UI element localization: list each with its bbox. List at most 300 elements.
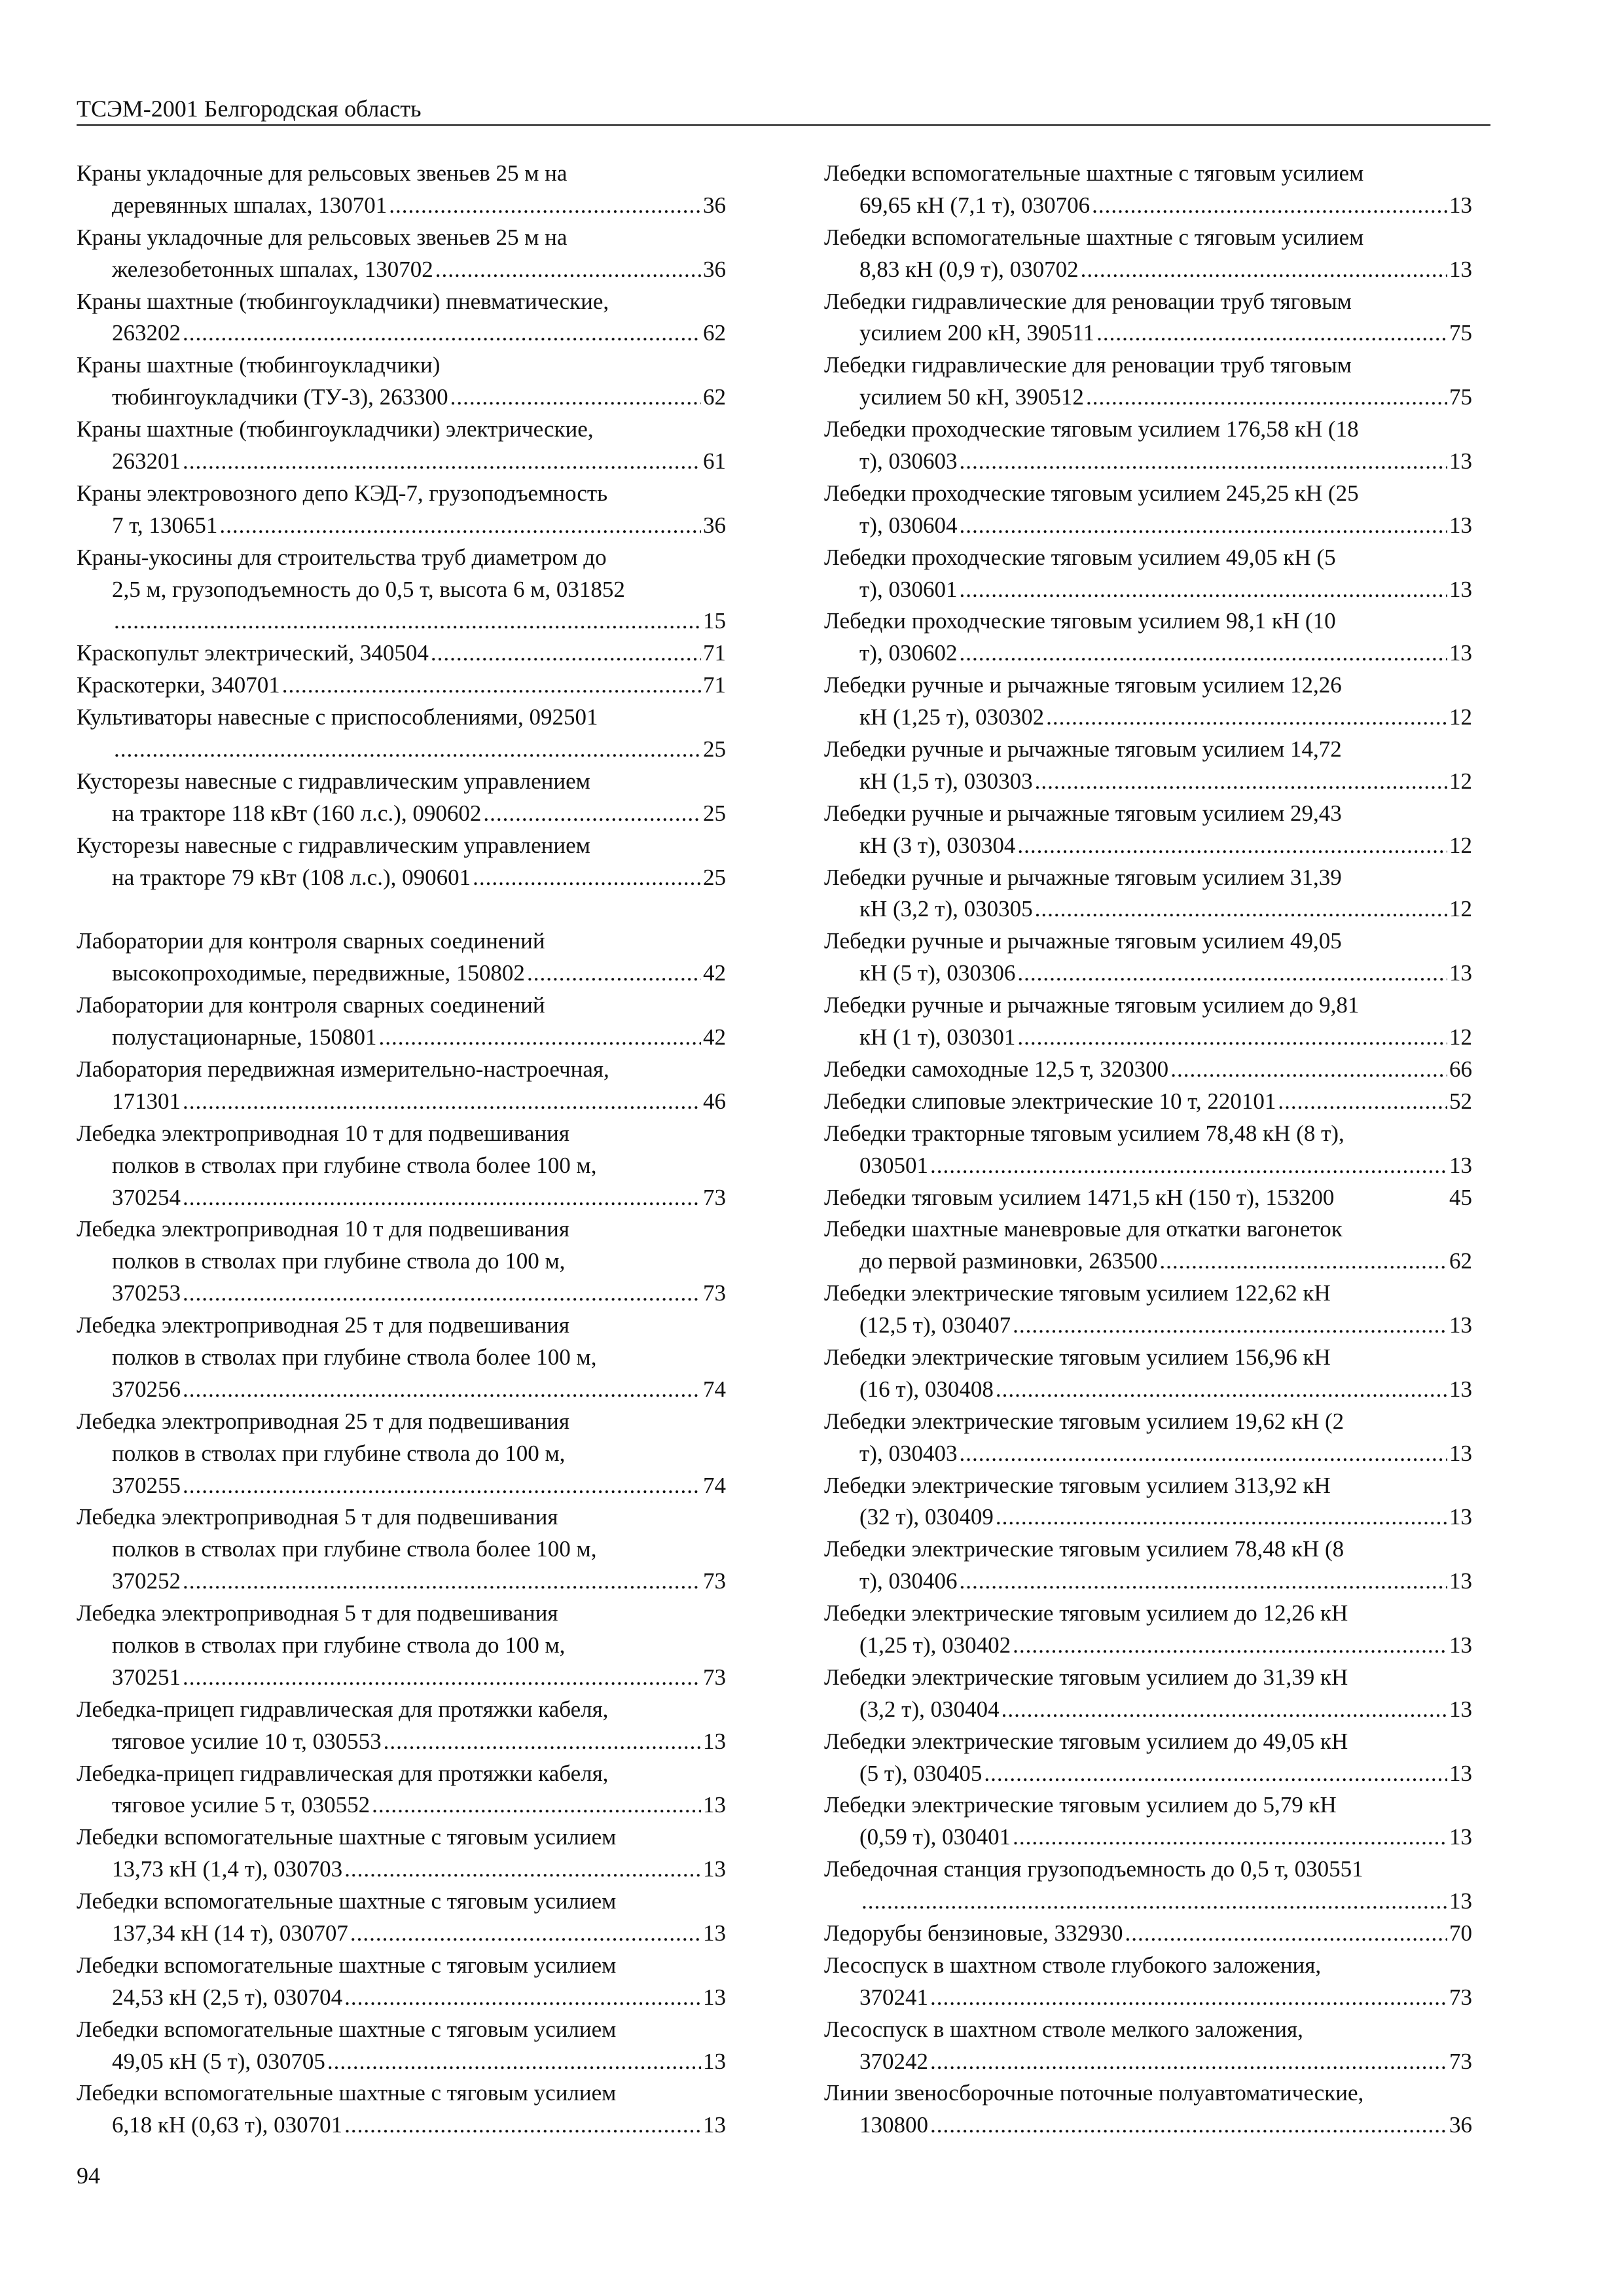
dot-leader — [183, 1374, 701, 1406]
dot-leader — [930, 1982, 1447, 2014]
entry-line: Лебедки вспомогательные шахтные с тяговым усилием — [77, 1952, 617, 1978]
entry-text: т), 030603 — [859, 448, 958, 475]
entry-line: полков в стволах при глубине ствола более 100 м, — [112, 1152, 597, 1178]
dot-leader — [183, 317, 701, 350]
entry-text: кН (5 т), 030306 — [859, 960, 1016, 986]
entry-text: (3,2 т), 030404 — [859, 1696, 1000, 1722]
entry-last-line — [77, 862, 726, 894]
dot-leader — [183, 1470, 701, 1502]
entry-last-line — [77, 1982, 726, 2014]
index-entry — [77, 1758, 726, 1822]
entry-text: 263201 — [112, 448, 181, 475]
dot-leader — [435, 254, 701, 286]
page-number: 94 — [77, 2162, 100, 2189]
entry-text: (0,59 т), 030401 — [859, 1824, 1011, 1850]
entry-page-number: 15 — [703, 608, 726, 634]
entry-text: (12,5 т), 030407 — [859, 1312, 1011, 1338]
index-entry — [77, 542, 726, 638]
entry-line: Лебедки вспомогательные шахтные с тяговым усилием — [824, 224, 1364, 250]
entry-line: Лаборатория передвижная измерительно-настроечная, — [77, 1056, 609, 1082]
entry-last-line — [824, 830, 1472, 862]
entry-text: 171301 — [112, 1088, 181, 1114]
entry-last-line — [824, 1150, 1472, 1182]
index-entry — [824, 1854, 1472, 1918]
index-entry — [77, 925, 726, 990]
entry-last-line — [824, 1982, 1472, 2014]
entry-line: Лебедочная станция грузоподъемность до 0,5 т, 030551 — [824, 1856, 1363, 1882]
entry-text: 49,05 кН (5 т), 030705 — [112, 2048, 325, 2074]
entry-page-number: 36 — [1449, 2112, 1472, 2138]
entry-last-line — [77, 2046, 726, 2078]
entry-line: Лебедка электроприводная 10 т для подвешивания — [77, 1120, 569, 1146]
entry-last-line — [824, 1821, 1472, 1854]
entry-last-line — [824, 382, 1472, 414]
entry-line: Кусторезы навесные с гидравлическим управлением — [77, 832, 590, 858]
entry-text: тяговое усилие 10 т, 030553 — [112, 1728, 382, 1754]
entry-text: железобетонных шпалах, 130702 — [112, 256, 433, 282]
entry-line: Краны шахтные (тюбингоукладчики) — [77, 352, 441, 378]
entry-page-number: 13 — [1449, 192, 1472, 218]
index-entry — [77, 414, 726, 478]
entry-last-line — [77, 958, 726, 990]
dot-leader — [183, 1182, 701, 1214]
index-entry — [824, 1470, 1472, 1534]
entry-page-number: 13 — [1449, 1696, 1472, 1722]
entry-page-number: 13 — [703, 1856, 726, 1882]
entry-text: т), 030604 — [859, 512, 958, 538]
entry-text: 370252 — [112, 1568, 181, 1594]
entry-line: Лебедки тракторные тяговым усилием 78,48 кН (8 т), — [824, 1120, 1344, 1146]
dot-leader — [1017, 1022, 1447, 1054]
entry-last-line — [824, 766, 1472, 798]
index-entry — [824, 286, 1472, 350]
entry-page-number: 46 — [703, 1088, 726, 1114]
entry-last-line — [77, 190, 726, 222]
index-entry — [824, 1054, 1472, 1086]
dot-leader — [959, 1566, 1447, 1598]
entry-text: (16 т), 030408 — [859, 1376, 994, 1402]
dot-leader — [473, 862, 701, 894]
index-entry — [77, 702, 726, 766]
entry-last-line — [824, 1246, 1472, 1278]
entry-page-number: 13 — [703, 1728, 726, 1754]
entry-page-number: 13 — [1449, 1376, 1472, 1402]
entry-last-line — [77, 510, 726, 542]
dot-leader — [183, 1278, 701, 1310]
entry-text: полустационарные, 150801 — [112, 1024, 377, 1050]
entry-page-number: 75 — [1449, 320, 1472, 346]
entry-last-line — [824, 1501, 1472, 1534]
entry-line: Лебедки электрические тяговым усилием 156,96 кН — [824, 1344, 1331, 1370]
entry-line: Краны электровозного депо КЭД-7, грузоподъемность — [77, 480, 608, 506]
entry-line: Лебедки шахтные маневровые для откатки вагонеток — [824, 1216, 1343, 1242]
index-entry — [824, 1726, 1472, 1790]
entry-line: Лебедка электроприводная 5 т для подвешивания — [77, 1600, 558, 1626]
index-entry — [824, 605, 1472, 670]
index-entry — [77, 830, 726, 894]
entry-line: Краны укладочные для рельсовых звеньев 25 м на — [77, 160, 568, 186]
entry-text: кН (1,5 т), 030303 — [859, 768, 1033, 794]
entry-last-line — [824, 702, 1472, 734]
entry-line: Краны шахтные (тюбингоукладчики) электрические, — [77, 416, 594, 442]
entry-line: Лебедки проходческие тяговым усилием 98,1 кН (10 — [824, 608, 1336, 634]
entry-page-number: 13 — [703, 1984, 726, 2010]
entry-line: Лебедки проходческие тяговым усилием 49,05 кН (5 — [824, 544, 1336, 570]
entry-last-line — [824, 1630, 1472, 1662]
entry-last-line — [77, 798, 726, 830]
entry-last-line — [77, 1374, 726, 1406]
entry-last-line — [824, 1054, 1472, 1086]
entry-text: 263202 — [112, 320, 181, 346]
entry-text: на тракторе 79 кВт (108 л.с.), 090601 — [112, 864, 471, 890]
entry-page-number: 62 — [703, 320, 726, 346]
entry-line: Лаборатории для контроля сварных соединений — [77, 928, 545, 954]
dot-leader — [183, 1662, 701, 1694]
entry-line: Лебедки электрические тяговым усилием 122,62 кН — [824, 1280, 1331, 1306]
dot-leader — [1125, 1918, 1447, 1950]
index-entry — [824, 1342, 1472, 1406]
dot-leader — [527, 958, 701, 990]
entry-text: (5 т), 030405 — [859, 1760, 983, 1786]
dot-leader — [389, 190, 701, 222]
entry-last-line — [77, 1566, 726, 1598]
entry-line: Лебедки ручные и рычажные тяговым усилием 31,39 — [824, 864, 1342, 890]
entry-page-number: 13 — [1449, 1440, 1472, 1466]
dot-leader — [1013, 1310, 1447, 1342]
entry-text: т), 030406 — [859, 1568, 958, 1594]
entry-text: 370253 — [112, 1280, 181, 1306]
entry-last-line — [824, 2109, 1472, 2142]
entry-last-line — [77, 1789, 726, 1821]
entry-page-number: 25 — [703, 864, 726, 890]
index-entry — [77, 2014, 726, 2078]
index-entry — [77, 1213, 726, 1310]
index-column-left — [77, 158, 726, 2142]
entry-page-number: 12 — [1449, 832, 1472, 858]
dot-leader — [1086, 382, 1447, 414]
entry-last-line — [824, 1182, 1472, 1214]
entry-text: 370255 — [112, 1472, 181, 1498]
entry-line: Лебедка электроприводная 25 т для подвешивания — [77, 1408, 569, 1434]
dot-leader — [959, 637, 1447, 670]
entry-line: Лесоспуск в шахтном стволе глубокого заложения, — [824, 1952, 1322, 1978]
index-entry — [824, 925, 1472, 990]
entry-page-number: 13 — [1449, 1312, 1472, 1338]
entry-last-line — [77, 1470, 726, 1502]
index-entry — [824, 542, 1472, 606]
entry-last-line — [824, 574, 1472, 606]
entry-last-line — [824, 1918, 1472, 1950]
entry-page-number: 73 — [1449, 2048, 1472, 2074]
entry-last-line — [824, 1374, 1472, 1406]
entry-page-number: 71 — [703, 672, 726, 698]
index-entry — [824, 350, 1472, 414]
entry-line: Лебедки электрические тяговым усилием 78,48 кН (8 — [824, 1536, 1344, 1562]
dot-leader — [959, 574, 1447, 606]
entry-line: Лебедки вспомогательные шахтные с тяговым усилием — [77, 2080, 617, 2106]
dot-leader — [344, 2109, 701, 2142]
dot-leader — [996, 1501, 1447, 1534]
entry-text: 370251 — [112, 1664, 181, 1690]
entry-last-line — [77, 734, 726, 766]
entry-line: Лебедки электрические тяговым усилием до 5,79 кН — [824, 1792, 1337, 1818]
entry-page-number: 73 — [703, 1184, 726, 1210]
dot-leader — [1081, 254, 1447, 286]
entry-page-number: 13 — [1449, 1152, 1472, 1178]
entry-page-number: 13 — [1449, 640, 1472, 666]
dot-leader — [1001, 1694, 1447, 1726]
index-entry — [77, 1694, 726, 1758]
index-entry — [824, 478, 1472, 542]
entry-line: Лебедки электрические тяговым усилием до 31,39 кН — [824, 1664, 1348, 1690]
index-entry — [824, 1118, 1472, 1182]
entry-text: 370241 — [859, 1984, 928, 2010]
entry-page-number: 75 — [1449, 384, 1472, 410]
index-entry — [824, 414, 1472, 478]
entry-page-number: 42 — [703, 1024, 726, 1050]
entry-last-line — [824, 893, 1472, 925]
entry-page-number: 12 — [1449, 1024, 1472, 1050]
entry-page-number: 13 — [1449, 1568, 1472, 1594]
entry-page-number: 13 — [1449, 448, 1472, 475]
entry-text: деревянных шпалах, 130701 — [112, 192, 388, 218]
index-entry — [77, 222, 726, 286]
entry-text: 7 т, 130651 — [112, 512, 218, 538]
entry-line: полков в стволах при глубине ствола до 100 м, — [112, 1632, 566, 1658]
entry-last-line — [77, 1918, 726, 1950]
entry-line: Лесоспуск в шахтном стволе мелкого заложения, — [824, 2016, 1303, 2042]
entry-line: Лебедки ручные и рычажные тяговым усилием 29,43 — [824, 800, 1342, 826]
entry-page-number: 66 — [1449, 1056, 1472, 1082]
entry-line: Лебедки проходческие тяговым усилием 245,25 кН (25 — [824, 480, 1359, 506]
index-entry — [77, 670, 726, 702]
entry-last-line — [77, 254, 726, 286]
dot-leader — [959, 446, 1447, 478]
index-entry — [824, 798, 1472, 862]
entry-text: (1,25 т), 030402 — [859, 1632, 1011, 1658]
dot-leader — [1278, 1086, 1447, 1118]
entry-last-line — [77, 605, 726, 637]
index-entry — [824, 1086, 1472, 1118]
entry-last-line — [824, 254, 1472, 286]
entry-page-number: 13 — [1449, 256, 1472, 282]
entry-line: полков в стволах при глубине ствола до 100 м, — [112, 1440, 566, 1466]
index-entry — [824, 734, 1472, 798]
entry-text: Краскопульт электрический, 340504 — [77, 640, 429, 666]
index-entry — [77, 1118, 726, 1214]
entry-page-number: 13 — [703, 1920, 726, 1946]
entry-last-line — [77, 446, 726, 478]
index-entry — [824, 1213, 1472, 1278]
entry-last-line — [824, 1310, 1472, 1342]
entry-line: Краны шахтные (тюбингоукладчики) пневматические, — [77, 288, 609, 314]
entry-line: Лаборатории для контроля сварных соединений — [77, 992, 545, 1018]
entry-text: усилием 50 кН, 390512 — [859, 384, 1084, 410]
entry-text: кН (3,2 т), 030305 — [859, 896, 1033, 922]
entry-last-line — [824, 1086, 1472, 1118]
dot-leader — [114, 605, 701, 637]
entry-line: Лебедка-прицеп гидравлическая для протяжки кабеля, — [77, 1760, 609, 1786]
entry-text: кН (3 т), 030304 — [859, 832, 1016, 858]
dot-leader — [450, 382, 701, 414]
entry-last-line — [77, 637, 726, 670]
entry-line: Лебедки гидравлические для реновации труб тяговым — [824, 352, 1352, 378]
entry-page-number: 52 — [1449, 1088, 1472, 1114]
entry-page-number: 13 — [1449, 1504, 1472, 1530]
index-entry — [77, 158, 726, 222]
dot-leader — [282, 670, 701, 702]
dot-leader — [1046, 702, 1447, 734]
entry-last-line — [824, 1566, 1472, 1598]
entry-page-number: 25 — [703, 800, 726, 826]
index-entry — [77, 1501, 726, 1598]
entry-line: Лебедки вспомогательные шахтные с тяговым усилием — [77, 1888, 617, 1914]
entry-last-line — [824, 958, 1472, 990]
index-entry — [77, 766, 726, 830]
dot-leader — [431, 637, 701, 670]
entry-page-number: 12 — [1449, 704, 1472, 730]
entry-line: полков в стволах при глубине ствола более 100 м, — [112, 1344, 597, 1370]
entry-last-line — [77, 1022, 726, 1054]
dot-leader — [1013, 1630, 1447, 1662]
entry-line: Лебедки вспомогательные шахтные с тяговым усилием — [77, 2016, 617, 2042]
entry-line: Лебедка электроприводная 25 т для подвешивания — [77, 1312, 569, 1338]
entry-text: (32 т), 030409 — [859, 1504, 994, 1530]
entry-line: Лебедки вспомогательные шахтные с тяговым усилием — [77, 1824, 617, 1850]
entry-line: Лебедка электроприводная 10 т для подвешивания — [77, 1216, 569, 1242]
entry-line: Краны укладочные для рельсовых звеньев 25 м на — [77, 224, 568, 250]
entry-page-number: 73 — [703, 1568, 726, 1594]
entry-page-number: 74 — [703, 1376, 726, 1402]
entry-last-line — [824, 1438, 1472, 1470]
entry-page-number: 73 — [703, 1664, 726, 1690]
index-entry — [77, 637, 726, 670]
entry-text: 24,53 кН (2,5 т), 030704 — [112, 1984, 343, 2010]
entry-line: 2,5 м, грузоподъемность до 0,5 т, высота 6 м, 031852 — [112, 576, 625, 602]
dot-leader — [350, 1918, 701, 1950]
entry-line: Культиваторы навесные с приспособлениями, 092501 — [77, 704, 598, 730]
index-entry — [824, 990, 1472, 1054]
entry-line: полков в стволах при глубине ствола более 100 м, — [112, 1536, 597, 1562]
dot-leader — [1017, 830, 1447, 862]
dot-leader — [344, 1982, 701, 2014]
dot-leader — [384, 1726, 701, 1758]
entry-page-number: 61 — [703, 448, 726, 475]
dot-leader — [1035, 893, 1447, 925]
entry-page-number: 25 — [703, 736, 726, 762]
running-header: ТСЭМ-2001 Белгородская область — [77, 96, 1490, 126]
entry-last-line — [824, 510, 1472, 542]
index-entry — [77, 990, 726, 1054]
entry-page-number: 73 — [703, 1280, 726, 1306]
entry-page-number: 36 — [703, 256, 726, 282]
entry-text: усилием 200 кН, 390511 — [859, 320, 1095, 346]
dot-leader — [183, 1086, 701, 1118]
entry-last-line — [77, 1086, 726, 1118]
entry-text: высокопроходимые, передвижные, 150802 — [112, 960, 525, 986]
entry-page-number: 36 — [703, 512, 726, 538]
index-entry — [77, 2077, 726, 2142]
entry-text: кН (1 т), 030301 — [859, 1024, 1016, 1050]
dot-leader — [219, 510, 701, 542]
entry-text: 8,83 кН (0,9 т), 030702 — [859, 256, 1079, 282]
index-entry — [824, 1662, 1472, 1726]
entry-line: Лебедки гидравлические для реновации труб тяговым — [824, 288, 1352, 314]
entry-page-number: 12 — [1449, 768, 1472, 794]
entry-last-line — [77, 1182, 726, 1214]
dot-leader — [1159, 1246, 1447, 1278]
index-entry — [77, 1598, 726, 1694]
entry-page-number: 62 — [703, 384, 726, 410]
index-entry — [77, 1406, 726, 1502]
index-entry — [824, 1406, 1472, 1470]
dot-leader — [327, 2046, 701, 2078]
entry-page-number: 13 — [1449, 1632, 1472, 1658]
entry-last-line — [824, 317, 1472, 350]
dot-leader — [1035, 766, 1447, 798]
entry-line: Лебедки проходческие тяговым усилием 176,58 кН (18 — [824, 416, 1359, 442]
dot-leader — [1096, 317, 1447, 350]
entry-text: 130800 — [859, 2112, 928, 2138]
dot-leader — [959, 1438, 1447, 1470]
index-entry — [824, 1598, 1472, 1662]
entry-page-number: 13 — [1449, 1824, 1472, 1850]
entry-text: 6,18 кН (0,63 т), 030701 — [112, 2112, 343, 2138]
entry-page-number: 13 — [1449, 512, 1472, 538]
dot-leader — [183, 446, 701, 478]
entry-text: 370254 — [112, 1184, 181, 1210]
entry-page-number: 13 — [1449, 960, 1472, 986]
index-entry — [77, 286, 726, 350]
dot-leader — [959, 510, 1447, 542]
entry-line: полков в стволах при глубине ствола до 100 м, — [112, 1248, 566, 1274]
entry-line: Краны-укосины для строительства труб диаметром до — [77, 544, 607, 570]
entry-line: Лебедки электрические тяговым усилием до 49,05 кН — [824, 1728, 1348, 1754]
entry-text: Лебедки слиповые электрические 10 т, 220101 — [824, 1088, 1276, 1114]
dot-leader — [372, 1789, 701, 1821]
entry-page-number: 13 — [703, 2112, 726, 2138]
dot-leader — [114, 734, 701, 766]
index-entry — [77, 478, 726, 542]
entry-page-number: 70 — [1449, 1920, 1472, 1946]
index-entry — [824, 222, 1472, 286]
index-entry — [824, 2077, 1472, 2142]
dot-leader — [183, 1566, 701, 1598]
index-entry — [824, 1950, 1472, 2014]
entry-last-line — [824, 446, 1472, 478]
index-entry — [77, 1310, 726, 1406]
entry-text: 69,65 кН (7,1 т), 030706 — [859, 192, 1091, 218]
index-entry — [824, 1278, 1472, 1342]
entry-page-number: 13 — [703, 2048, 726, 2074]
entry-line: Лебедки ручные и рычажные тяговым усилием до 9,81 — [824, 992, 1360, 1018]
entry-line: Лебедка-прицеп гидравлическая для протяжки кабеля, — [77, 1696, 609, 1722]
index-entry — [824, 670, 1472, 734]
entry-last-line — [77, 1854, 726, 1886]
entry-line: Линии звеносборочные поточные полуавтоматические, — [824, 2080, 1364, 2106]
dot-leader — [930, 2109, 1447, 2142]
entry-last-line — [77, 1662, 726, 1694]
entry-text: 137,34 кН (14 т), 030707 — [112, 1920, 348, 1946]
entry-line: Лебедки электрические тяговым усилием 313,92 кН — [824, 1472, 1331, 1498]
index-entry — [77, 1950, 726, 2014]
index-entry — [77, 350, 726, 414]
index-entry — [824, 2014, 1472, 2078]
entry-page-number: 73 — [1449, 1984, 1472, 2010]
index-entry — [77, 1821, 726, 1886]
entry-last-line — [77, 317, 726, 350]
entry-text: 13,73 кН (1,4 т), 030703 — [112, 1856, 343, 1882]
